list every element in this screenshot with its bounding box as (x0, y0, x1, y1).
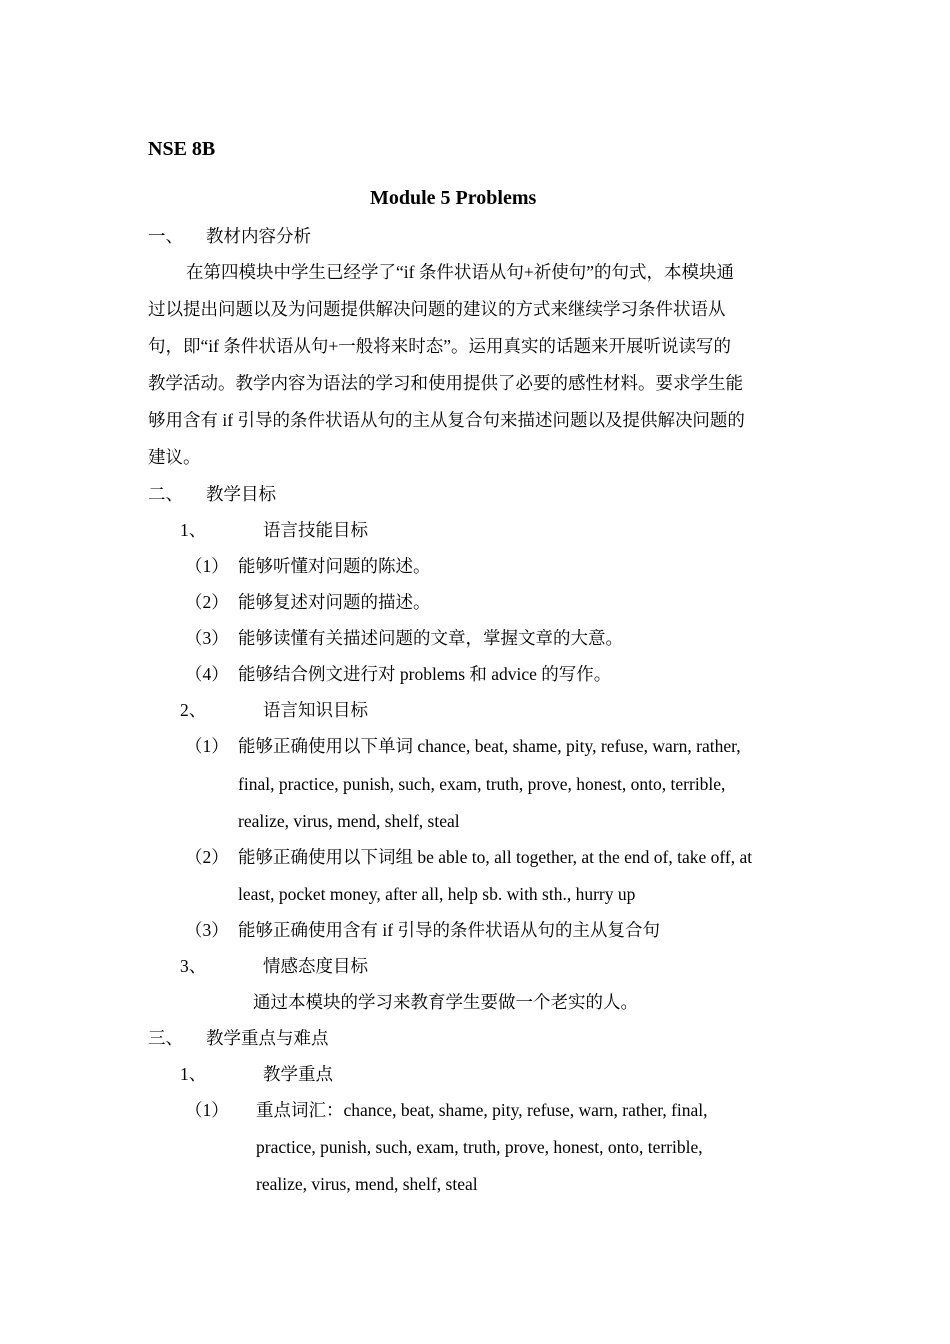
section-number: 二、 (148, 484, 183, 504)
section-heading (148, 1026, 329, 1050)
subsection-number: 1、 (180, 1064, 207, 1084)
list-item (185, 845, 752, 869)
item-continuation: practice, punish, such, exam, truth, prove, honest, onto, terrible, (256, 1137, 703, 1157)
paragraph-line: 句，即“if 条件状语从句+一般将来时态”。运用真实的话题来开展听说读写的 (148, 336, 731, 356)
item-continuation: realize, virus, mend, shelf, steal (256, 1174, 478, 1194)
paragraph-line: 教学活动。教学内容为语法的学习和使用提供了必要的感性材料。要求学生能 (148, 373, 743, 393)
item-text: 能够听懂对问题的陈述。 (238, 556, 431, 576)
item-text: 能够正确使用以下单词 chance, beat, shame, pity, refuse, warn, rather, (238, 736, 741, 756)
list-item (185, 626, 623, 650)
module-title: Module 5 Problems (370, 187, 537, 209)
paragraph-line: 通过本模块的学习来教育学生要做一个老实的人。 (253, 992, 638, 1012)
list-item (185, 918, 660, 942)
item-number: （1） (185, 556, 229, 576)
list-item (185, 1098, 708, 1122)
item-number: （2） (185, 592, 229, 612)
series-heading: NSE 8B (148, 138, 216, 160)
list-item (185, 734, 741, 758)
section-heading (148, 482, 276, 506)
subsection-number: 2、 (180, 700, 207, 720)
item-text: 能够正确使用以下词组 be able to, all together, at the end of, take off, at (238, 847, 753, 867)
list-item (185, 662, 611, 686)
subsection-number: 1、 (180, 520, 207, 540)
item-text: 能够结合例文进行对 problems 和 advice 的写作。 (238, 664, 612, 684)
subsection-title: 语言技能目标 (263, 520, 368, 540)
item-number: （1） (185, 1100, 229, 1120)
item-text: 能够正确使用含有 if 引导的条件状语从句的主从复合句 (238, 920, 660, 940)
paragraph-line: 过以提出问题以及为问题提供解决问题的建议的方式来继续学习条件状语从 (148, 299, 726, 319)
section-number: 三、 (148, 1028, 183, 1048)
subsection-title: 语言知识目标 (263, 700, 368, 720)
subsection-heading (180, 1062, 333, 1086)
subsection-title: 情感态度目标 (263, 956, 368, 976)
item-number: （3） (185, 628, 229, 648)
item-continuation: final, practice, punish, such, exam, truth, prove, honest, onto, terrible, (238, 774, 726, 794)
paragraph-line: 在第四模块中学生已经学了“if 条件状语从句+祈使句”的句式，本模块通 (186, 262, 734, 282)
section-number: 一、 (148, 226, 183, 246)
item-text: 能够读懂有关描述问题的文章，掌握文章的大意。 (238, 628, 623, 648)
item-number: （3） (185, 920, 229, 940)
section-title: 教学目标 (206, 484, 276, 504)
item-text: 重点词汇：chance, beat, shame, pity, refuse, warn, rather, final, (256, 1100, 708, 1120)
item-number: （2） (185, 847, 229, 867)
list-item (185, 554, 431, 578)
subsection-number: 3、 (180, 956, 207, 976)
item-continuation: least, pocket money, after all, help sb. with sth., hurry up (238, 884, 636, 904)
subsection-heading (180, 954, 368, 978)
section-title: 教材内容分析 (206, 226, 311, 246)
paragraph-line: 够用含有 if 引导的条件状语从句的主从复合句来描述问题以及提供解决问题的 (148, 410, 745, 430)
item-number: （1） (185, 736, 229, 756)
subsection-title: 教学重点 (263, 1064, 333, 1084)
section-heading (148, 224, 311, 248)
paragraph-line: 建议。 (148, 447, 201, 467)
section-title: 教学重点与难点 (206, 1028, 329, 1048)
item-text: 能够复述对问题的描述。 (238, 592, 431, 612)
item-continuation: realize, virus, mend, shelf, steal (238, 811, 460, 831)
item-number: （4） (185, 664, 229, 684)
list-item (185, 590, 431, 614)
subsection-heading (180, 518, 368, 542)
subsection-heading (180, 698, 368, 722)
